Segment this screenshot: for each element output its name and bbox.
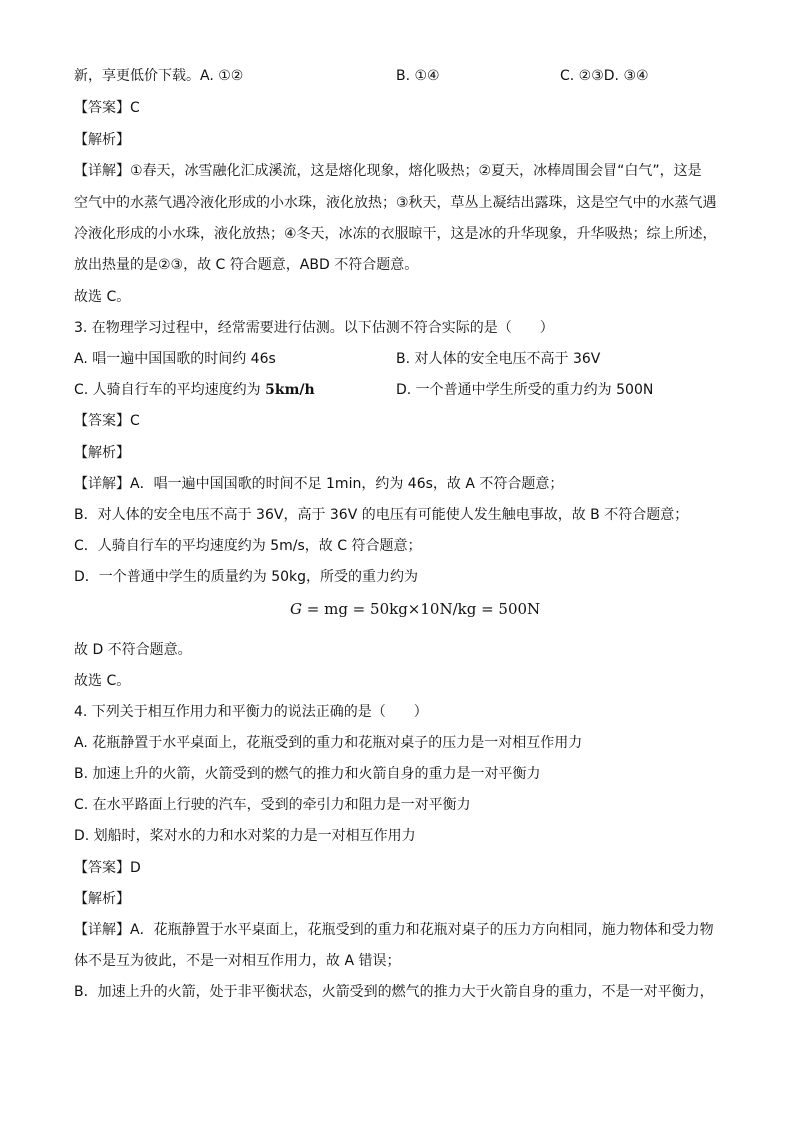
q4-analysis-label: 【解析】 [74, 891, 130, 907]
q2-detail-line-3: 冷液化形成的小水珠，液化放热；④冬天，冰冻的衣服晾干，这是冰的升华现象，升华吸热；综上所述， [74, 226, 717, 242]
q3-option-c-value: 5km/h [265, 382, 315, 398]
q2-answer: 【答案】C [74, 100, 140, 116]
q3-option-d: D. 一个普通中学生所受的重力约为 500N [396, 382, 654, 398]
q3-detail-b: B．对人体的安全电压不高于 36V，高于 36V 的电压有可能使人发生触电事故，故 B 不符合题意； [74, 507, 689, 523]
q3-detail-d: D．一个普通中学生的质量约为 50kg，所受的重力约为 [74, 569, 419, 585]
q4-detail-b: B．加速上升的火箭，处于非平衡状态，火箭受到的燃气的推力大于火箭自身的重力，不是一对平衡力， [74, 984, 714, 1000]
q4-option-d: D. 划船时，桨对水的力和水对桨的力是一对相互作用力 [74, 828, 416, 844]
q4-stem: 4. 下列关于相互作用力和平衡力的说法正确的是（ ） [74, 704, 428, 720]
q2-detail-line-1: 【详解】①春天，冰雪融化汇成溪流，这是熔化现象，熔化吸热；②夏天，冰棒周围会冒“白气”，这是 [74, 163, 702, 179]
q3-stem: 3. 在物理学习过程中，经常需要进行估测。以下估测不符合实际的是（ ） [74, 320, 554, 336]
q3-formula [290, 600, 540, 618]
q2-detail-line-4: 放出热量的是②③，故 C 符合题意，ABD 不符合题意。 [74, 257, 419, 273]
q4-option-b: B. 加速上升的火箭，火箭受到的燃气的推力和火箭自身的重力是一对平衡力 [74, 766, 541, 782]
q3-conclusion: 故选 C。 [74, 673, 131, 689]
q2-option-a: 新，享更低价下载。A. ①② [74, 68, 244, 84]
formula-symbol-g: G [290, 600, 302, 618]
q3-detail-c: C．人骑自行车的平均速度约为 5m/s，故 C 符合题意； [74, 538, 422, 554]
q2-option-b: B. ①④ [396, 68, 440, 84]
q3-analysis-label: 【解析】 [74, 445, 130, 461]
q2-analysis-label: 【解析】 [74, 132, 130, 148]
q3-answer: 【答案】C [74, 413, 140, 429]
q3-option-b: B. 对人体的安全电压不高于 36V [396, 351, 601, 367]
q2-option-cd: C. ②③D. ③④ [560, 68, 649, 84]
q3-option-a: A. 唱一遍中国国歌的时间约 46s [74, 351, 276, 367]
q4-detail-a-line-2: 体不是互为彼此，不是一对相互作用力，故 A 错误； [74, 953, 401, 969]
q2-detail-line-2: 空气中的水蒸气遇冷液化形成的小水珠，液化放热；③秋天，草丛上凝结出露珠，这是空气中的水蒸气遇 [74, 195, 717, 211]
q2-conclusion: 故选 C。 [74, 289, 131, 305]
q3-detail-a: 【详解】A．唱一遍中国国歌的时间不足 1min，约为 46s，故 A 不符合题意； [74, 476, 564, 492]
q4-option-a: A. 花瓶静置于水平桌面上，花瓶受到的重力和花瓶对桌子的压力是一对相互作用力 [74, 735, 583, 751]
formula-body: = mg = 50kg×10N/kg = 500N [301, 600, 541, 618]
q4-answer: 【答案】D [74, 860, 141, 876]
q3-detail-d-end: 故 D 不符合题意。 [74, 642, 192, 658]
q3-option-c-text: C. 人骑自行车的平均速度约为 [74, 382, 266, 398]
q4-detail-a-line-1: 【详解】A．花瓶静置于水平桌面上，花瓶受到的重力和花瓶对桌子的压力方向相同，施力物体和受力物 [74, 922, 714, 938]
q4-option-c: C. 在水平路面上行驶的汽车，受到的牵引力和阻力是一对平衡力 [74, 797, 471, 813]
q3-option-c [74, 380, 315, 400]
